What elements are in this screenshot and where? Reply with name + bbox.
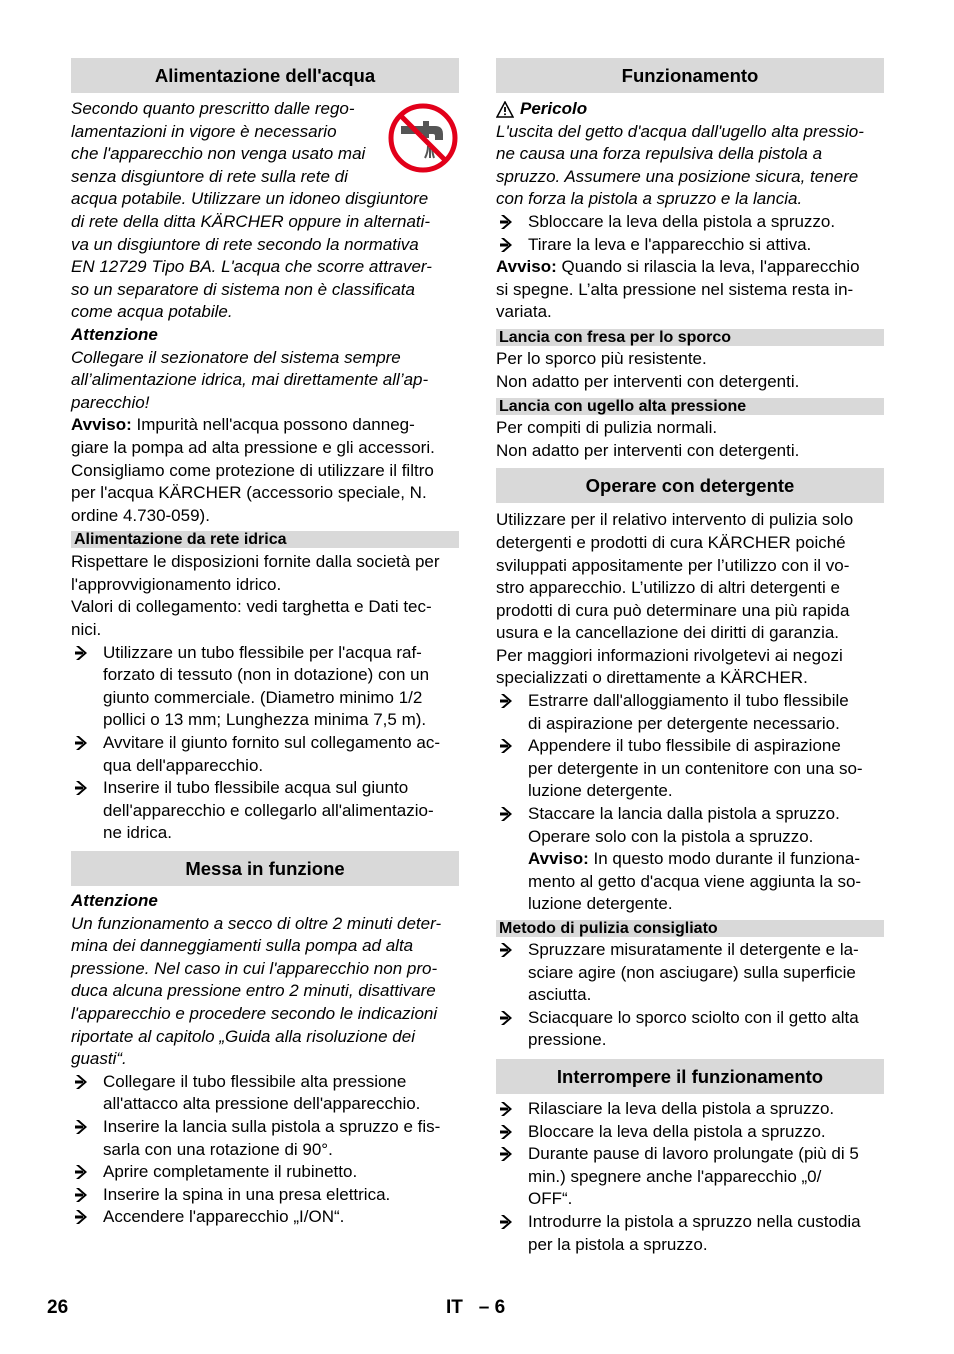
step-item: [496, 803, 884, 916]
mains-water-text: [71, 551, 459, 641]
text-line: min.) spegnere anche l'apparecchio „0/: [528, 1166, 822, 1186]
text-line: sviluppati appositamente per l’utilizzo con il vo-: [496, 555, 850, 575]
subsection-title-dirt-blaster: Lancia con fresa per lo sporco: [496, 329, 884, 346]
arrow-right-icon: [73, 1206, 93, 1228]
text-line: va un disgiuntore di rete secondo la normativa: [71, 234, 419, 254]
text-line: come acqua potabile.: [71, 302, 233, 322]
text-line: giare la pompa ad alta pressione e gli accessori.: [71, 437, 435, 457]
text-line: nici.: [71, 620, 102, 640]
subsection-title-hp-nozzle: Lancia con ugello alta pressione: [496, 398, 884, 415]
step-item: [496, 1121, 884, 1144]
text-line: Spruzzare misuratamente il detergente e la-: [528, 940, 859, 959]
text-line: Sciacquare lo sporco sciolto con il getto alta: [528, 1007, 859, 1027]
right-column: [496, 58, 884, 1256]
text-line: parecchio!: [71, 392, 150, 412]
text-line: L'uscita del getto d'acqua dall'ugello alta pressio-: [496, 121, 864, 141]
text-line: pressione. Nel caso in cui l'apparecchio non pro-: [71, 958, 438, 978]
text-line: guasti“.: [71, 1049, 127, 1069]
arrow-right-icon: [73, 732, 93, 754]
caution-text: [71, 913, 459, 1071]
text-line: Rispettare le disposizioni fornite dalla società per: [71, 552, 440, 572]
arrow-right-icon: [73, 1116, 93, 1138]
text-line: forzato di tessuto (non in dotazione) con un: [103, 665, 430, 685]
arrow-right-icon: [73, 1071, 93, 1093]
text-line: Bloccare la leva della pistola a spruzzo.: [528, 1121, 826, 1141]
text-line: Operare solo con la pistola a spruzzo.: [528, 826, 814, 846]
text-line: Per maggiori informazioni rivolgetevi ai negozi: [496, 645, 843, 665]
text-line: acqua potabile. Utilizzare un idoneo disgiuntore: [71, 189, 429, 209]
left-column: [71, 58, 459, 1229]
text-line: Inserire la spina in una presa elettrica.: [103, 1184, 391, 1204]
no-drinking-water-icon: [387, 102, 459, 174]
text-line: Utilizzare per il relativo intervento di pulizia solo: [496, 510, 854, 530]
step-item: [496, 1211, 884, 1256]
text-line: Collegare il sezionatore del sistema sempre: [71, 347, 401, 367]
section-title-interrupt-operation: Interrompere il funzionamento: [496, 1059, 884, 1094]
text-line: Utilizzare un tubo flessibile per l'acqua raf-: [103, 642, 422, 662]
text-line: specializzati o direttamente a KÄRCHER.: [496, 668, 808, 688]
text-line: Aprire completamente il rubinetto.: [103, 1162, 358, 1182]
text-line: duca alcuna pressione entro 2 minuti, disattivare: [71, 981, 436, 1001]
text-line: mento al getto d'acqua viene aggiunta la so-: [528, 871, 862, 891]
section-title-operation: Funzionamento: [496, 58, 884, 93]
text-line: sarla con una rotazione di 90°.: [103, 1139, 333, 1159]
text-line: Sbloccare la leva della pistola a spruzzo.: [528, 211, 836, 231]
arrow-right-icon: [498, 735, 518, 757]
step-item: [71, 1116, 459, 1161]
text-line: Tirare la leva e l'apparecchio si attiva.: [528, 234, 812, 254]
text-line: Inserire il tubo flessibile acqua sul giunto: [103, 778, 409, 798]
danger-text: [496, 121, 884, 211]
section-title-detergent: Operare con detergente: [496, 468, 884, 503]
notice-label: Avviso:: [496, 257, 557, 277]
text-line: giunto commerciale. (Diametro minimo 1/2: [103, 687, 423, 707]
arrow-right-icon: [498, 1143, 518, 1165]
text-line: ne causa una forza repulsiva della pistola a: [496, 144, 823, 164]
arrow-right-icon: [73, 1161, 93, 1183]
subsection-title-mains-water: Alimentazione da rete idrica: [71, 531, 459, 548]
text-line: asciutta.: [528, 985, 592, 1005]
step-item: [496, 690, 884, 735]
notice-label: Avviso:: [71, 415, 132, 435]
arrow-right-icon: [498, 939, 518, 961]
text-line: che l'apparecchio non venga usato mai: [71, 144, 366, 164]
language-code: IT: [446, 1297, 463, 1318]
page-footer-lang: [446, 1297, 505, 1320]
step-item: [71, 1071, 459, 1116]
arrow-right-icon: [498, 1098, 518, 1120]
notice-label: Avviso:: [528, 849, 589, 869]
notice-text: [496, 256, 884, 324]
caution-text: [71, 347, 459, 415]
text-line: usura e la cancellazione dei diritti di garanzia.: [496, 623, 840, 643]
text-line: so un separatore di sistema non è classificata: [71, 279, 415, 299]
arrow-right-icon: [498, 1007, 518, 1029]
text-line: spruzzo. Assumere una posizione sicura, tenere: [496, 166, 859, 186]
text-line: Rilasciare la leva della pistola a spruzzo.: [528, 1098, 835, 1118]
step-item: [71, 1184, 459, 1207]
step-item: [71, 1206, 459, 1229]
arrow-right-icon: [498, 1121, 518, 1143]
subsection-title-cleaning-method: Metodo di pulizia consigliato: [496, 920, 884, 937]
text-line: Avvitare il giunto fornito sul collegamento ac-: [103, 733, 441, 753]
water-supply-intro: [71, 98, 459, 324]
text-line: EN 12729 Tipo BA. L'acqua che scorre attraver-: [71, 257, 432, 277]
arrow-right-icon: [498, 234, 518, 256]
text-line: variata.: [496, 302, 552, 322]
dirt-blaster-text: [496, 348, 884, 393]
caution-heading: Attenzione: [71, 891, 158, 910]
detergent-text: [496, 509, 884, 690]
step-item: [496, 234, 884, 257]
section-title-start-up: Messa in funzione: [71, 851, 459, 886]
text-line: di aspirazione per detergente necessario.: [528, 713, 840, 733]
text-line: stro apparecchio. L’utilizzo di altri detergenti e: [496, 578, 840, 598]
arrow-right-icon: [73, 777, 93, 799]
text-line: Valori di collegamento: vedi targhetta e Dati tec-: [71, 597, 432, 617]
text-line: luzione detergente.: [528, 781, 673, 801]
arrow-right-icon: [498, 803, 518, 825]
text-line: OFF“.: [528, 1189, 573, 1209]
text-line: Estrarre dall'alloggiamento il tubo flessibile: [528, 691, 849, 711]
text-line: di rete della ditta KÄRCHER oppure in alternati-: [71, 211, 431, 231]
arrow-right-icon: [73, 1184, 93, 1206]
arrow-right-icon: [498, 1211, 518, 1233]
text-line: ordine 4.730-059).: [71, 505, 210, 525]
text-line: prodotti di cura può determinare una più rapida: [496, 600, 850, 620]
step-item: [496, 1143, 884, 1211]
text-line: Appendere il tubo flessibile di aspirazione: [528, 736, 841, 756]
text-line: all’alimentazione idrica, mai direttamente all’ap-: [71, 370, 429, 390]
section-title-water-supply: Alimentazione dell'acqua: [71, 58, 459, 93]
text-line: Quando si rilascia la leva, l'apparecchio: [556, 257, 860, 277]
text-line: per detergente in un contenitore con una so-: [528, 758, 863, 778]
text-line: Non adatto per interventi con detergenti.: [496, 371, 800, 391]
text-line: Secondo quanto prescritto dalle rego-: [71, 99, 355, 118]
step-item: [496, 735, 884, 803]
step-item: [496, 211, 884, 234]
text-line: Collegare il tubo flessibile alta pressione: [103, 1071, 407, 1091]
step-item: [71, 732, 459, 777]
text-line: Durante pause di lavoro prolungate (più di 5: [528, 1144, 859, 1164]
step-item: [496, 1007, 884, 1052]
danger-label: Pericolo: [520, 99, 588, 118]
hp-nozzle-text: [496, 417, 884, 462]
warning-triangle-icon: [496, 101, 514, 118]
danger-heading: [496, 98, 884, 121]
text-line: all'attacco alta pressione dell'apparecchio.: [103, 1094, 421, 1114]
step-item: [496, 1098, 884, 1121]
text-line: Impurità nell'acqua possono danneg-: [131, 415, 415, 435]
arrow-right-icon: [498, 211, 518, 233]
text-line: pollici o 13 mm; Lunghezza minima 7,5 m).: [103, 710, 427, 730]
caution-heading: Attenzione: [71, 324, 158, 344]
step-item: [496, 939, 884, 1007]
text-line: riportate al capitolo „Guida alla risoluzione dei: [71, 1026, 415, 1046]
text-line: detergenti e prodotti di cura KÄRCHER poiché: [496, 532, 846, 552]
text-line: Introdurre la pistola a spruzzo nella custodia: [528, 1211, 861, 1231]
text-line: Un funzionamento a secco di oltre 2 minuti deter-: [71, 913, 442, 933]
text-line: l'apparecchio e procedere secondo le indicazioni: [71, 1003, 438, 1023]
text-line: per l'acqua KÄRCHER (accessorio speciale, N.: [71, 483, 427, 503]
text-line: Accendere l'apparecchio „I/ON“.: [103, 1207, 345, 1227]
text-line: mina dei danneggiamenti sulla pompa ad alta: [71, 936, 414, 956]
step-item: [71, 777, 459, 845]
text-line: lamentazioni in vigore è necessario: [71, 121, 337, 141]
text-line: Non adatto per interventi con detergenti.: [496, 440, 800, 460]
text-line: per la pistola a spruzzo.: [528, 1234, 708, 1254]
text-line: In questo modo durante il funziona-: [588, 849, 861, 869]
text-line: sciare agire (non asciugare) sulla superficie: [528, 962, 856, 982]
step-item: [71, 1161, 459, 1184]
text-line: Per compiti di pulizia normali.: [496, 418, 718, 438]
text-line: qua dell'apparecchio.: [103, 755, 264, 775]
step-item: [71, 642, 459, 732]
notice-text: [71, 414, 459, 527]
arrow-right-icon: [73, 642, 93, 664]
text-line: ne idrica.: [103, 823, 172, 843]
text-line: dell'apparecchio e collegarlo all'alimentazio-: [103, 800, 434, 820]
text-line: pressione.: [528, 1030, 607, 1050]
text-line: con forza la pistola a spruzzo e la lancia.: [496, 189, 803, 209]
text-line: si spegne. L’alta pressione nel sistema resta in-: [496, 279, 854, 299]
text-line: Consigliamo come protezione di utilizzare il filtro: [71, 460, 434, 480]
text-line: Per lo sporco più resistente.: [496, 348, 707, 368]
text-line: luzione detergente.: [528, 894, 673, 914]
text-line: Inserire la lancia sulla pistola a spruzzo e fis-: [103, 1116, 441, 1136]
section-page: – 6: [478, 1297, 506, 1318]
text-line: senza disgiuntore di rete sulla rete di: [71, 166, 348, 186]
text-line: l'approvvigionamento idrico.: [71, 574, 282, 594]
page-number: 26: [47, 1297, 69, 1318]
arrow-right-icon: [498, 690, 518, 712]
text-line: Staccare la lancia dalla pistola a spruzzo.: [528, 804, 840, 824]
